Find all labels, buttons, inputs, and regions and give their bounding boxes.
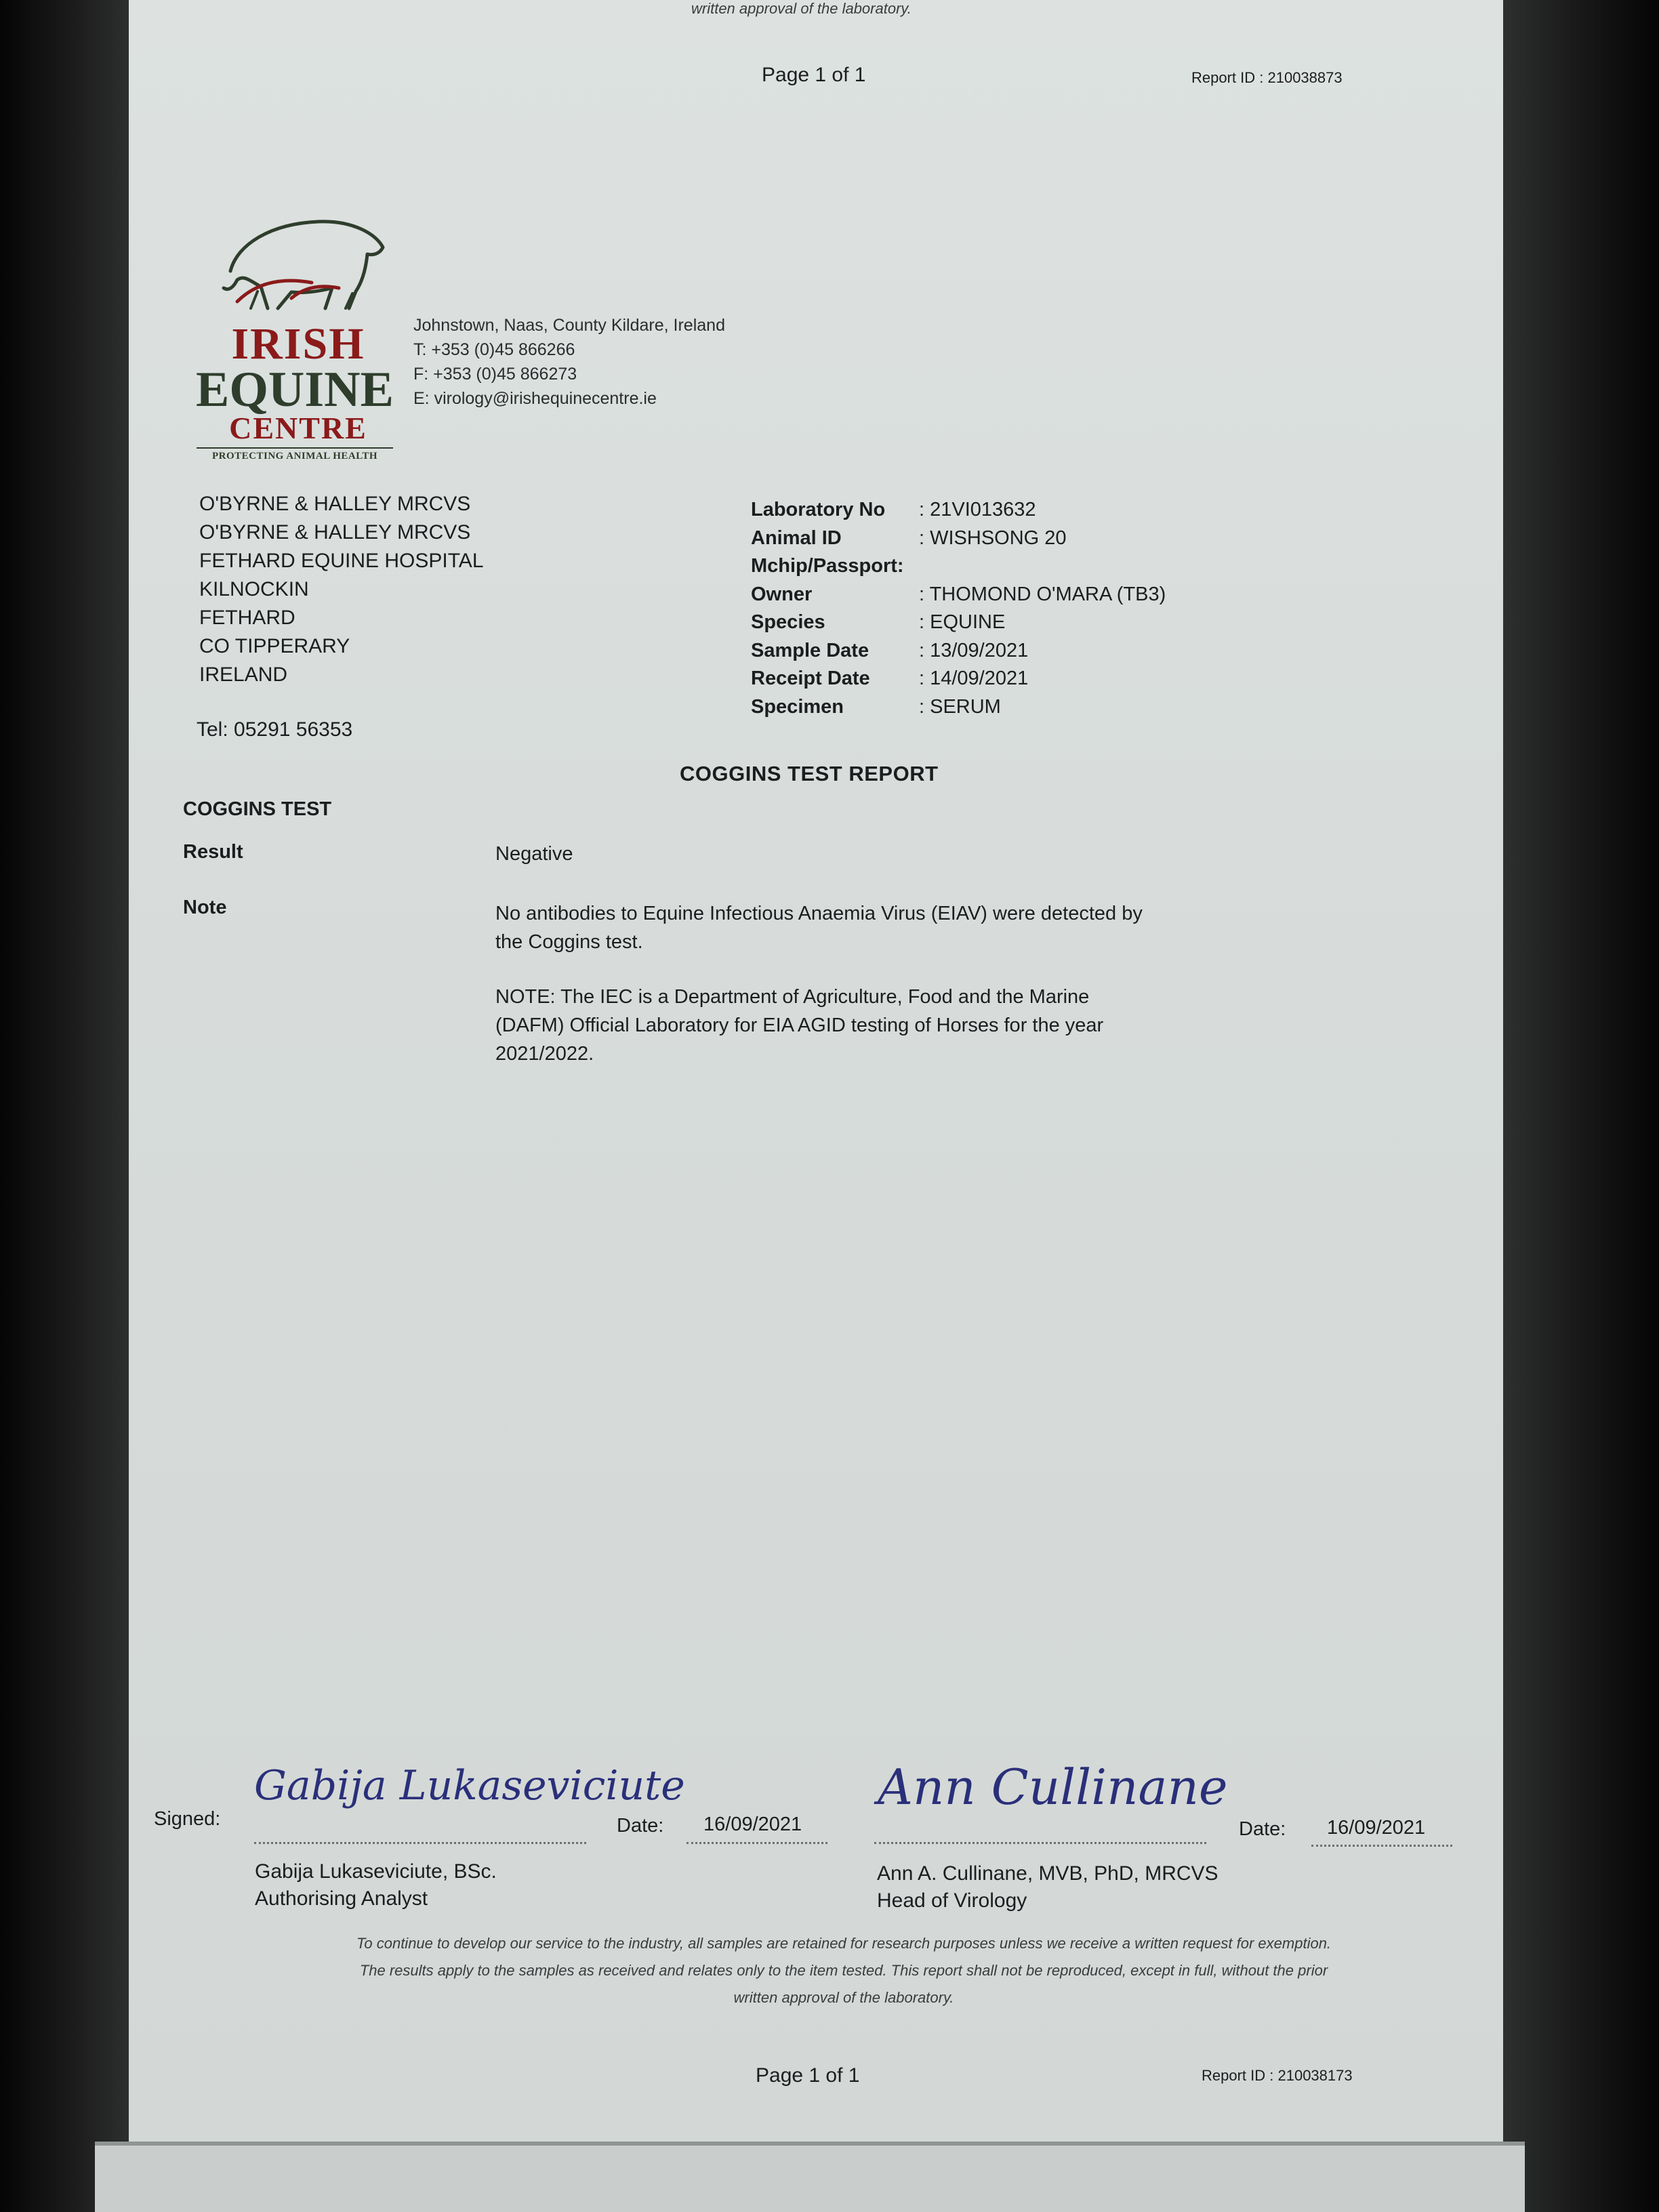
meta-label: Sample Date xyxy=(751,639,869,661)
footer-line: To continue to develop our service to the industry, all samples are retained for research purposes unless we receive a written request for exemption. xyxy=(356,1935,1332,1952)
meta-value: : 14/09/2021 xyxy=(919,668,1029,689)
left-signature-line xyxy=(254,1842,586,1844)
logo-tagline: PROTECTING ANIMAL HEALTH xyxy=(212,451,377,462)
note-label: Note xyxy=(183,897,227,918)
right-signatory xyxy=(877,1860,1218,1914)
result-value: Negative xyxy=(495,843,573,865)
recipient-line: IRELAND xyxy=(199,663,288,686)
meta-value: : WISHSONG 20 xyxy=(919,527,1067,549)
page-number-top: Page 1 of 1 xyxy=(762,64,866,86)
meta-label: Mchip/Passport: xyxy=(751,555,904,577)
meta-label: Owner xyxy=(751,583,813,605)
right-date-line xyxy=(1311,1845,1452,1847)
note-line: No antibodies to Equine Infectious Anaemia Virus (EIAV) were detected by xyxy=(495,903,1143,924)
meta-value: : THOMOND O'MARA (TB3) xyxy=(919,583,1166,605)
meta-label: Specimen xyxy=(751,695,844,718)
left-handwritten-signature: Gabija Lukaseviciute xyxy=(254,1762,685,1809)
result-label: Result xyxy=(183,841,243,863)
footer-line: written approval of the laboratory. xyxy=(733,1989,954,2006)
lab-address: Johnstown, Naas, County Kildare, Ireland xyxy=(413,316,725,335)
page-number-bottom: Page 1 of 1 xyxy=(756,2064,860,2087)
left-date: 16/09/2021 xyxy=(703,1814,802,1835)
signed-label: Signed: xyxy=(154,1808,221,1830)
left-date-label: Date: xyxy=(617,1815,664,1837)
recipient-tel: Tel: 05291 56353 xyxy=(197,718,353,741)
meta-label: Animal ID xyxy=(751,527,842,549)
irish-equine-centre-logo xyxy=(197,207,400,471)
recipient-line: O'BYRNE & HALLEY MRCVS xyxy=(199,521,471,544)
report-page xyxy=(129,0,1503,2142)
horse-logo-icon xyxy=(210,207,393,322)
note-line: (DAFM) Official Laboratory for EIA AGID testing of Horses for the year xyxy=(495,1015,1104,1036)
right-date: 16/09/2021 xyxy=(1327,1817,1426,1839)
test-heading: COGGINS TEST xyxy=(183,798,332,820)
right-signature-line xyxy=(874,1842,1206,1844)
logo-word-equine: EQUINE xyxy=(196,362,394,417)
note-line: 2021/2022. xyxy=(495,1043,594,1065)
note-line: NOTE: The IEC is a Department of Agriculture, Food and the Marine xyxy=(495,986,1090,1008)
note-text xyxy=(495,899,1143,956)
device-bezel-left xyxy=(0,0,129,2212)
meta-value: : 21VI013632 xyxy=(919,499,1036,520)
note-line: the Coggins test. xyxy=(495,931,643,953)
next-page-edge xyxy=(95,2142,1525,2212)
dafm-note xyxy=(495,983,1103,1068)
logo-word-irish: IRISH xyxy=(231,319,365,369)
page-separator xyxy=(95,2142,1525,2146)
recipient-line: KILNOCKIN xyxy=(199,578,309,600)
left-signatory-role: Authorising Analyst xyxy=(255,1887,428,1910)
recipient-line: CO TIPPERARY xyxy=(199,635,350,657)
previous-page-footer-fragment: written approval of the laboratory. xyxy=(691,0,912,17)
footer-disclaimer xyxy=(203,1930,1484,2011)
report-title: COGGINS TEST REPORT xyxy=(680,762,939,785)
left-date-line xyxy=(687,1842,827,1844)
right-date-label: Date: xyxy=(1239,1818,1286,1840)
meta-value: : 13/09/2021 xyxy=(919,639,1029,661)
lab-email: E: virology@irishequinecentre.ie xyxy=(413,389,657,408)
lab-fax: F: +353 (0)45 866273 xyxy=(413,365,577,384)
left-signatory xyxy=(255,1858,497,1912)
lab-phone: T: +353 (0)45 866266 xyxy=(413,340,575,359)
logo-word-centre: CENTRE xyxy=(229,411,367,445)
footer-line: The results apply to the samples as received and relates only to the item tested. This report shall not be reproduced, except in full, without the prior xyxy=(359,1962,1328,1979)
report-id-top: Report ID : 210038873 xyxy=(1191,69,1343,86)
recipient-line: O'BYRNE & HALLEY MRCVS xyxy=(199,493,471,515)
right-signatory-role: Head of Virology xyxy=(877,1889,1027,1912)
meta-value: : EQUINE xyxy=(919,611,1006,633)
meta-label: Receipt Date xyxy=(751,668,870,689)
meta-label: Species xyxy=(751,611,825,633)
recipient-line: FETHARD EQUINE HOSPITAL xyxy=(199,550,484,572)
logo-rule xyxy=(197,447,393,449)
left-signatory-name: Gabija Lukaseviciute, BSc. xyxy=(255,1860,497,1883)
device-bezel-right xyxy=(1503,0,1659,2212)
meta-value: : SERUM xyxy=(919,695,1001,718)
recipient-line: FETHARD xyxy=(199,607,295,629)
right-handwritten-signature: Ann Cullinane xyxy=(878,1759,1228,1816)
recipient-address xyxy=(199,490,484,689)
right-signatory-name: Ann A. Cullinane, MVB, PhD, MRCVS xyxy=(877,1862,1218,1885)
meta-label: Laboratory No xyxy=(751,499,886,520)
report-id-bottom: Report ID : 210038173 xyxy=(1202,2067,1353,2084)
